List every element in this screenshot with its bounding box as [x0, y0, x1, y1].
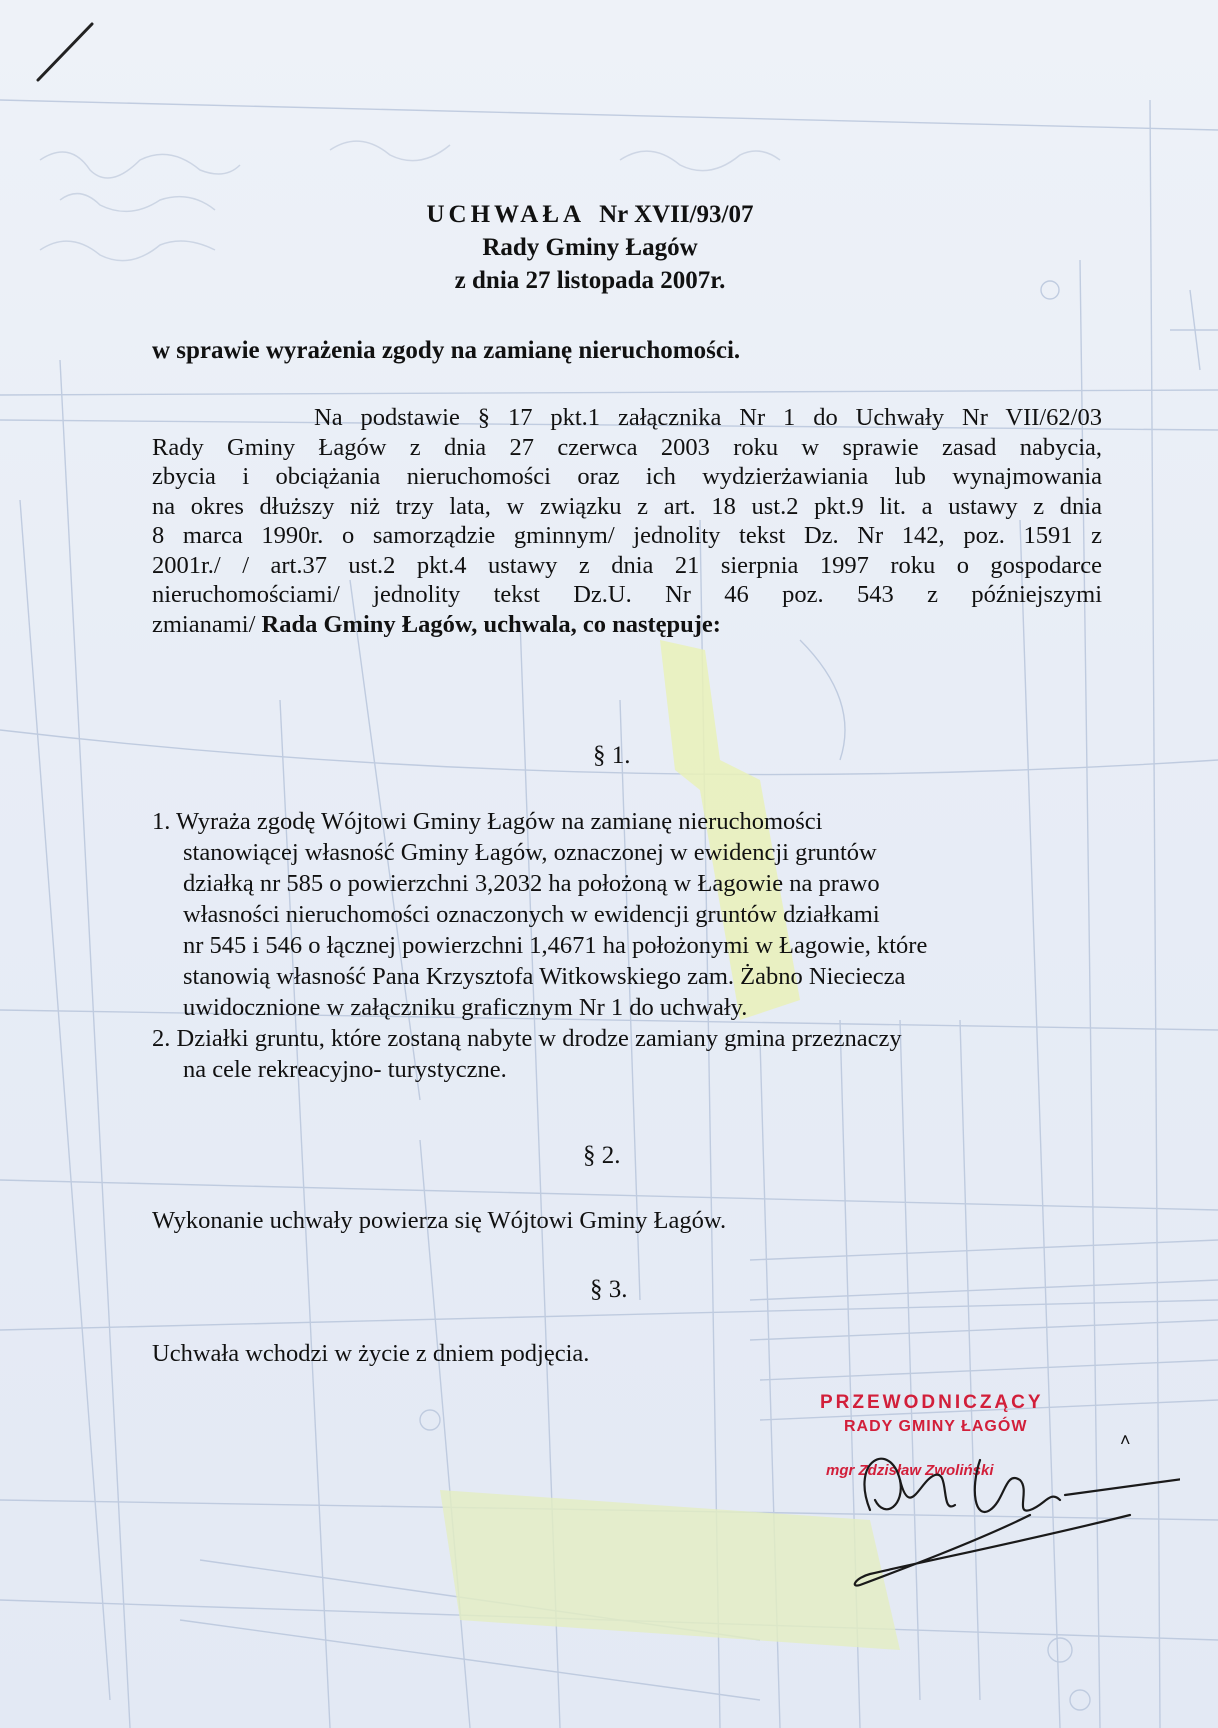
stamp-line-title: PRZEWODNICZĄCY — [820, 1392, 1044, 1413]
legal-basis-preamble — [152, 403, 1102, 639]
preamble-line: nieruchomościami/ jednolity tekst Dz.U. Nr 46 poz. 543 z późniejszymi — [152, 581, 1102, 608]
list-item-1-line: uwidocznione w załączniku graficznym Nr 1 do uchwały. — [183, 994, 748, 1021]
resolution-date: z dnia 27 listopada 2007r. — [454, 267, 726, 294]
list-item-1-line: nr 545 i 546 o łącznej powierzchni 1,4671 ha położonymi w Łagowie, które — [183, 932, 928, 959]
list-item-2-line: 2. Działki gruntu, które zostaną nabyte w drodze zamiany gmina przeznaczy — [152, 1025, 902, 1052]
list-item-1-line: działką nr 585 o powierzchni 3,2032 ha położoną w Łagowie na prawo — [183, 870, 880, 897]
stamp-line-council: RADY GMINY ŁAGÓW — [844, 1418, 1028, 1435]
stray-mark: ˄ — [1120, 1430, 1131, 1450]
resolution-header — [300, 198, 880, 297]
list-item-2-line: na cele rekreacyjno- turystyczne. — [183, 1056, 507, 1083]
preamble-line: 2001r./ / art.37 ust.2 pkt.4 ustawy z dnia 21 sierpnia 1997 roku o gospodarce — [152, 551, 1102, 579]
list-item-1-line: własności nieruchomości oznaczonych w ewidencji gruntów działkami — [183, 901, 880, 928]
paragraph-2-text: Wykonanie uchwały powierza się Wójtowi Gminy Łagów. — [152, 1207, 727, 1234]
preamble-line: Rady Gminy Łagów z dnia 27 czerwca 2003 roku w sprawie zasad nabycia, — [152, 433, 1102, 461]
list-item-1-line: stanowiącej własność Gminy Łagów, oznaczonej w ewidencji gruntów — [183, 839, 877, 866]
enacting-formula: Rada Gminy Łagów, uchwala, co następuje: — [261, 610, 721, 638]
stamp-line-name: mgr Zdzisław Zwoliński — [826, 1462, 994, 1479]
preamble-line: zbycia i obciążania nieruchomości oraz ich wydzierżawiania lub wynajmowania — [152, 463, 1102, 490]
paragraph-2-heading: § 2. — [583, 1142, 621, 1169]
resolution-title — [300, 198, 880, 231]
list-item-1-line: 1. Wyraża zgodę Wójtowi Gminy Łagów na zamianę nieruchomości — [152, 808, 823, 835]
preamble-last-line — [152, 610, 1102, 640]
preamble-line: na okres dłuższy niż trzy lata, w związku z art. 18 ust.2 pkt.9 lit. a ustawy z dnia — [152, 492, 1102, 520]
resolution-title-prefix: UCHWAŁA — [426, 201, 586, 228]
resolution-number: Nr XVII/93/07 — [599, 201, 754, 228]
paragraph-3-text: Uchwała wchodzi w życie z dniem podjęcia. — [152, 1340, 590, 1367]
resolution-issuer: Rady Gminy Łagów — [482, 234, 698, 261]
preamble-line: Na podstawie § 17 pkt.1 załącznika Nr 1 do Uchwały Nr VII/62/03 — [314, 404, 1102, 431]
preamble-last-normal: zmianami/ — [152, 610, 262, 638]
resolution-subject: w sprawie wyrażenia zgody na zamianę nieruchomości. — [152, 337, 741, 364]
paragraph-1-list — [152, 806, 927, 1085]
paragraph-1-heading: § 1. — [593, 742, 631, 769]
paragraph-3-heading: § 3. — [590, 1276, 628, 1303]
list-item-1-line: stanowią własność Pana Krzysztofa Witkowskiego zam. Żabno Nieciecza — [183, 963, 906, 990]
preamble-line: 8 marca 1990r. o samorządzie gminnym/ jednolity tekst Dz. Nr 142, poz. 1591 z — [152, 522, 1102, 549]
